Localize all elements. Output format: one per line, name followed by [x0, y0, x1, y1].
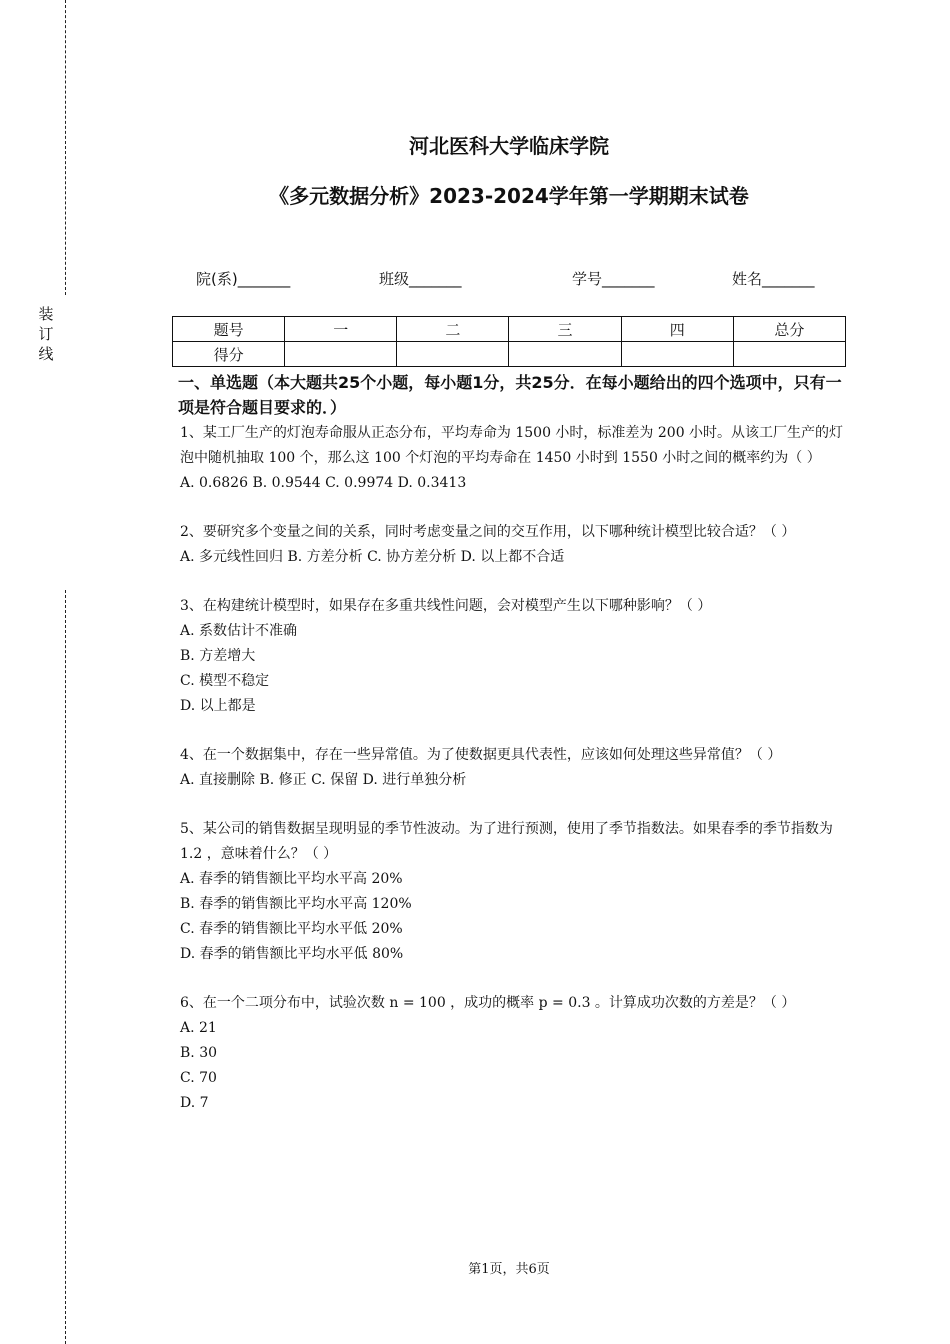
score-table — [172, 316, 846, 367]
question-2 — [180, 520, 850, 570]
student-id-field: 学号_______ — [572, 270, 655, 288]
question-option: A. 21 — [180, 1020, 217, 1036]
exam-content — [180, 370, 850, 1116]
binding-dashed-line-top — [65, 0, 66, 295]
question-option: A. 多元线性回归 B. 方差分析 C. 协方差分析 D. 以上都不合适 — [180, 549, 565, 565]
score-table-score-row — [173, 342, 846, 367]
question-option: D. 7 — [180, 1095, 209, 1111]
question-stem: 1、某工厂生产的灯泡寿命服从正态分布，平均寿命为 1500 小时，标准差为 200 小时。从该工厂生产的灯泡中随机抽取 100 个，那么这 100 个灯泡的平均寿命在 1450 小时到 1550 小时之间的概率约为（ ） — [180, 425, 844, 466]
question-option: C. 春季的销售额比平均水平低 20% — [180, 921, 403, 937]
question-3 — [180, 594, 850, 719]
student-info-row — [172, 268, 846, 292]
score-header-cell: 总分 — [733, 317, 845, 342]
page-footer: 第1页，共6页 — [468, 1262, 550, 1277]
question-option: D. 春季的销售额比平均水平低 80% — [180, 946, 404, 962]
question-option: C. 模型不稳定 — [180, 673, 270, 689]
question-stem: 3、在构建统计模型时，如果存在多重共线性问题，会对模型产生以下哪种影响？（ ） — [180, 598, 712, 614]
question-option: D. 以上都是 — [180, 698, 256, 714]
question-option: A. 直接删除 B. 修正 C. 保留 D. 进行单独分析 — [180, 772, 467, 788]
score-table-header-row — [173, 317, 846, 342]
score-header-cell: 题号 — [173, 317, 285, 342]
department-field: 院(系)_______ — [196, 270, 291, 288]
class-field: 班级_______ — [379, 270, 462, 288]
binding-label: 装订线 — [38, 305, 54, 363]
question-stem: 6、在一个二项分布中，试验次数 n = 100 ，成功的概率 p = 0.3 。计算成功次数的方差是？（ ） — [180, 995, 796, 1011]
exam-title: 《多元数据分析》2023-2024学年第一学期期末试卷 — [269, 184, 749, 208]
question-stem: 2、要研究多个变量之间的关系，同时考虑变量之间的交互作用，以下哪种统计模型比较合适？（ ） — [180, 524, 796, 540]
question-option: A. 春季的销售额比平均水平高 20% — [180, 871, 403, 887]
school-title: 河北医科大学临床学院 — [409, 134, 609, 158]
score-input-cell — [397, 342, 509, 367]
binding-dashed-line-bottom — [65, 590, 66, 1344]
score-input-cell — [285, 342, 397, 367]
section-title: 一、单选题（本大题共25个小题，每小题1分，共25分．在每小题给出的四个选项中，只有一项是符合题目要求的．） — [178, 373, 842, 417]
question-5 — [180, 817, 850, 967]
question-option: A. 0.6826 B. 0.9544 C. 0.9974 D. 0.3413 — [180, 475, 467, 491]
question-4 — [180, 743, 850, 793]
question-option: A. 系数估计不准确 — [180, 623, 298, 639]
question-stem: 4、在一个数据集中，存在一些异常值。为了使数据更具代表性，应该如何处理这些异常值？（ ） — [180, 747, 782, 763]
question-option: B. 方差增大 — [180, 648, 256, 664]
score-header-cell: 三 — [509, 317, 621, 342]
score-input-cell — [733, 342, 845, 367]
score-header-cell: 一 — [285, 317, 397, 342]
question-1 — [180, 421, 850, 496]
name-field: 姓名_______ — [732, 270, 815, 288]
score-input-cell — [621, 342, 733, 367]
score-header-cell: 二 — [397, 317, 509, 342]
score-header-cell: 四 — [621, 317, 733, 342]
question-option: C. 70 — [180, 1070, 217, 1086]
question-stem: 5、某公司的销售数据呈现明显的季节性波动。为了进行预测，使用了季节指数法。如果春季的季节指数为 1.2 ，意味着什么？（ ） — [180, 821, 833, 862]
question-option: B. 30 — [180, 1045, 218, 1061]
question-6 — [180, 991, 850, 1116]
question-option: B. 春季的销售额比平均水平高 120% — [180, 896, 412, 912]
score-row-label: 得分 — [173, 342, 285, 367]
score-input-cell — [509, 342, 621, 367]
